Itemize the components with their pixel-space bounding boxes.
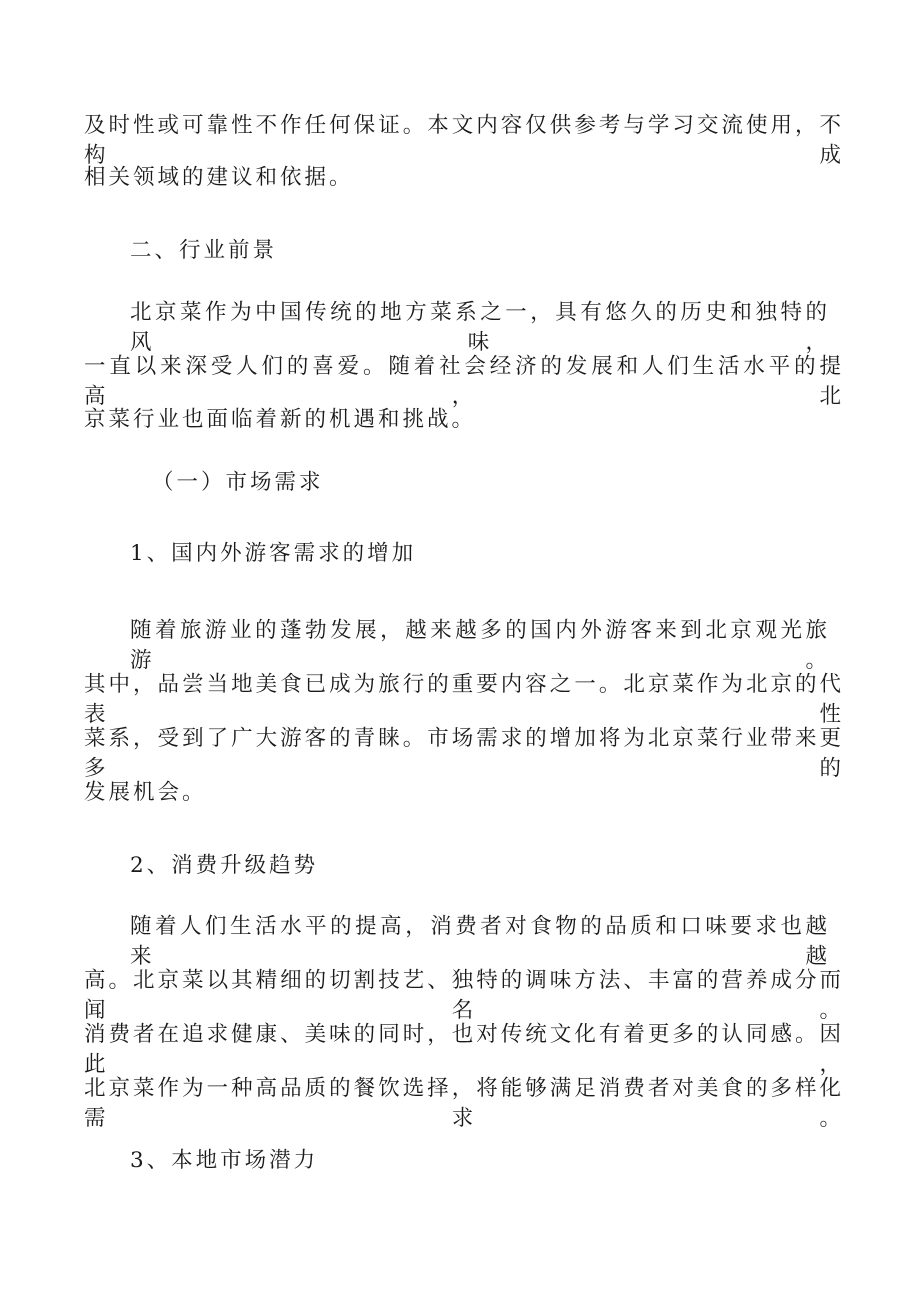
section-heading: 二、行业前景: [130, 238, 278, 263]
item1-line-3: 菜系，受到了广大游客的青睐。市场需求的增加将为北京菜行业带来更多的: [84, 726, 844, 781]
item2-heading: 2、消费升级趋势: [130, 853, 319, 878]
subsection-heading: （一）市场需求: [152, 470, 324, 495]
item3-heading: 3、本地市场潜力: [130, 1148, 319, 1173]
para1-line-2: 一直以来深受人们的喜爱。随着社会经济的发展和人们生活水平的提高，北: [84, 354, 844, 409]
para1-line-3: 京菜行业也面临着新的机遇和挑战。: [84, 407, 477, 432]
item1-line-2: 其中，品尝当地美食已成为旅行的重要内容之一。北京菜作为北京的代表性: [84, 672, 844, 727]
item1-line-4: 发展机会。: [84, 780, 207, 805]
item1-heading: 1、国内外游客需求的增加: [130, 541, 417, 566]
item2-line-4: 北京菜作为一种高品质的餐饮选择，将能够满足消费者对美食的多样化需求。: [84, 1076, 844, 1131]
intro-line-1: 及时性或可靠性不作任何保证。本文内容仅供参考与学习交流使用，不构成: [84, 113, 844, 168]
item1-line-1: 随着旅游业的蓬勃发展，越来越多的国内外游客来到北京观光旅游。: [130, 618, 830, 673]
item2-line-1: 随着人们生活水平的提高，消费者对食物的品质和口味要求也越来越: [130, 914, 830, 969]
para1-line-1: 北京菜作为中国传统的地方菜系之一，具有悠久的历史和独特的风味，: [130, 300, 830, 355]
item2-line-3: 消费者在追求健康、美味的同时，也对传统文化有着更多的认同感。因此，: [84, 1022, 844, 1077]
item2-line-2: 高。北京菜以其精细的切割技艺、独特的调味方法、丰富的营养成分而闻名。: [84, 968, 844, 1023]
intro-line-2: 相关领域的建议和依据。: [84, 165, 354, 190]
